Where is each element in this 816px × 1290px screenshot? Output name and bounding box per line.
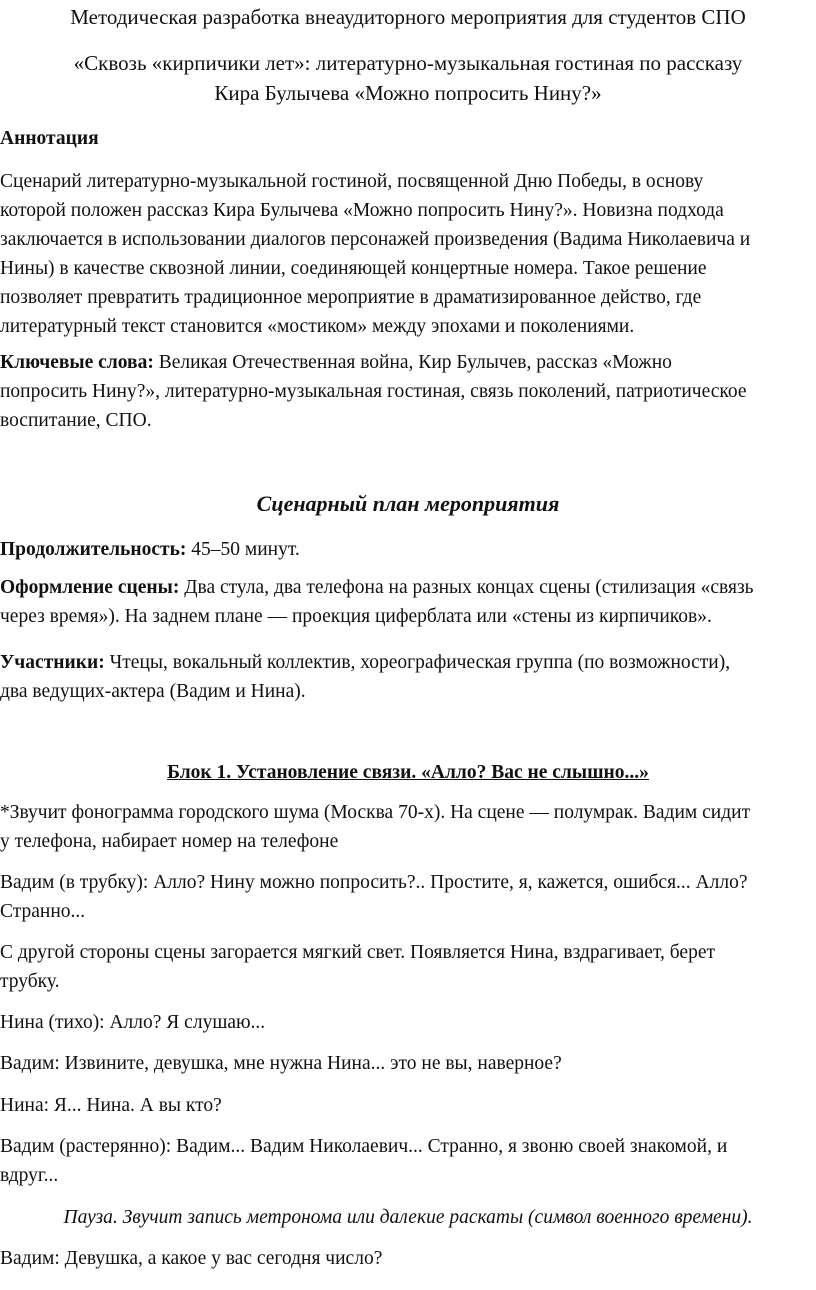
document-title-line-1: «Сквозь «кирпичики лет»: литературно-музыкальная гостиная по рассказу [73, 51, 743, 75]
participants-line [0, 650, 730, 676]
block1-paragraph-line: С другой стороны сцены загорается мягкий свет. Появляется Нина, вздрагивает, берет [0, 942, 716, 963]
keywords-line: попросить Нину?», литературно-музыкальная гостиная, связь поколений, патриотическое [0, 381, 747, 402]
participants-text: Чтецы, вокальный коллектив, хореографическая группа (по возможности), [104, 652, 731, 673]
keywords-line: воспитание, СПО. [0, 410, 152, 431]
annotation-line: литературный текст становится «мостиком» между эпохами и поколениями. [0, 316, 635, 337]
stage-label: Оформление сцены: [0, 577, 180, 598]
stage-text: Два стула, два телефона на разных концах сцены (стилизация «связь [179, 577, 754, 598]
dialogue-line: Нина (тихо): Алло? Я слушаю... [0, 1012, 266, 1033]
document-title-line-2: Кира Булычева «Можно попросить Нину?» [214, 81, 602, 105]
annotation-line: Нины) в качестве сквозной линии, соединяющей концертные номера. Такое решение [0, 258, 707, 279]
block1-heading: Блок 1. Установление связи. «Алло? Вас не слышно...» [167, 762, 649, 783]
block1-paragraph-line: Вадим (в трубку): Алло? Нину можно попросить?.. Простите, я, кажется, ошибся... Алло? [0, 872, 748, 893]
participants-line: два ведущих-актера (Вадим и Нина). [0, 681, 306, 702]
stage-direction: Пауза. Звучит запись метронома или далекие раскаты (символ военного времени). [63, 1207, 753, 1228]
annotation-line: позволяет превратить традиционное мероприятие в драматизированное действо, где [0, 287, 702, 308]
dialogue-line: вдруг... [0, 1165, 59, 1186]
keywords-line [0, 350, 672, 376]
duration-line [0, 537, 300, 563]
block1-paragraph-line: *Звучит фонограмма городского шума (Москва 70-х). На сцене — полумрак. Вадим сидит [0, 802, 751, 823]
dialogue-line: Вадим (растерянно): Вадим... Вадим Николаевич... Странно, я звоню своей знакомой, и [0, 1136, 728, 1157]
block1-paragraph-line: трубку. [0, 971, 60, 992]
stage-line [0, 575, 754, 601]
participants-label: Участники: [0, 652, 105, 673]
document-subtitle: Методическая разработка внеаудиторного мероприятия для студентов СПО [70, 5, 746, 29]
block1-paragraph-line: у телефона, набирает номер на телефоне [0, 831, 339, 852]
annotation-line: заключается в использовании диалогов персонажей произведения (Вадима Николаевича и [0, 229, 751, 250]
duration-label: Продолжительность: [0, 539, 187, 560]
duration-value: 45–50 минут. [186, 539, 300, 560]
dialogue-line: Вадим: Извините, девушка, мне нужна Нина... это не вы, наверное? [0, 1053, 562, 1074]
keywords-label: Ключевые слова: [0, 352, 154, 373]
plan-heading: Сценарный план мероприятия [256, 491, 560, 516]
annotation-line: которой положен рассказ Кира Булычева «Можно попросить Нину?». Новизна подхода [0, 200, 724, 221]
stage-line: через время»). На заднем плане — проекция циферблата или «стены из кирпичиков». [0, 606, 712, 627]
annotation-heading: Аннотация [0, 128, 99, 149]
annotation-line: Сценарий литературно-музыкальной гостиной, посвященной Дню Победы, в основу [0, 171, 704, 192]
dialogue-line: Вадим: Девушка, а какое у вас сегодня число? [0, 1248, 383, 1269]
block1-paragraph-line: Странно... [0, 901, 86, 922]
keywords-text: Великая Отечественная война, Кир Булычев, рассказ «Можно [153, 352, 672, 373]
dialogue-line: Нина: Я... Нина. А вы кто? [0, 1095, 222, 1116]
